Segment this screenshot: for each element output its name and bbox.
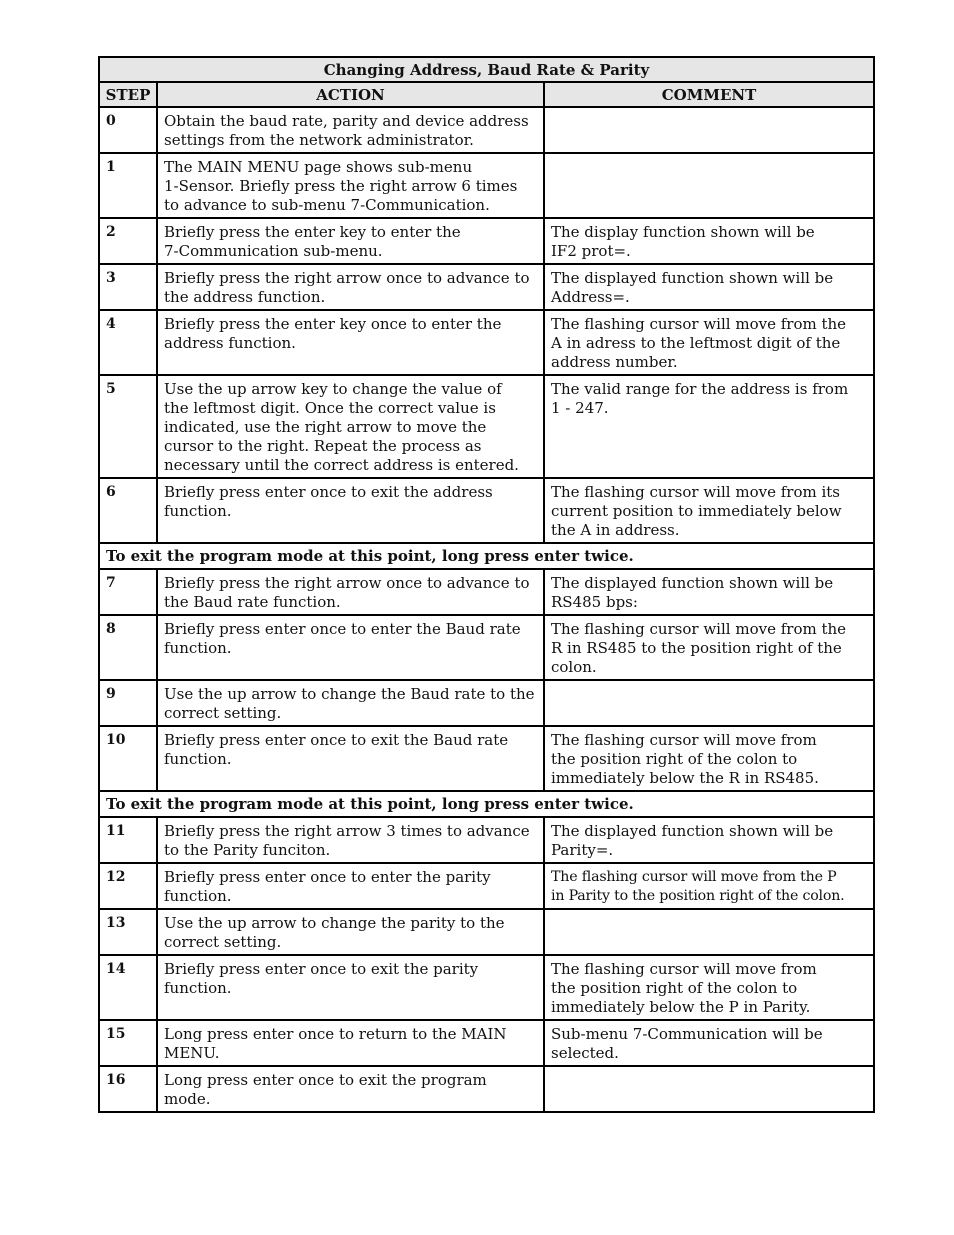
step-number: 1: [99, 153, 157, 218]
comment-text: [544, 680, 874, 726]
step-number: 0: [99, 107, 157, 153]
action-text: Use the up arrow key to change the value of the leftmost digit. Once the correct value is indicated, use the right arrow to move the cursor to the right. Repeat the process as necessary until the correct address is entered.: [157, 375, 544, 478]
step-number: 2: [99, 218, 157, 264]
header-action: ACTION: [157, 82, 544, 107]
step-number: 11: [99, 817, 157, 863]
table-row: [99, 1066, 874, 1112]
step-number: 10: [99, 726, 157, 791]
exit-note: To exit the program mode at this point, long press enter twice.: [99, 543, 874, 569]
exit-note: To exit the program mode at this point, long press enter twice.: [99, 791, 874, 817]
action-text: Briefly press enter once to exit the Baud rate function.: [157, 726, 544, 791]
action-text: Briefly press the right arrow once to advance to the Baud rate function.: [157, 569, 544, 615]
comment-text: The flashing cursor will move from the position right of the colon to immediately below the P in Parity.: [544, 955, 874, 1020]
table-row: [99, 153, 874, 218]
table-row: [99, 817, 874, 863]
comment-text: The flashing cursor will move from the position right of the colon to immediately below the R in RS485.: [544, 726, 874, 791]
step-number: 5: [99, 375, 157, 478]
comment-text: The displayed function shown will be Address=.: [544, 264, 874, 310]
action-text: Briefly press enter once to exit the parity function.: [157, 955, 544, 1020]
action-text: Briefly press the enter key once to enter the address function.: [157, 310, 544, 375]
comment-text: The valid range for the address is from 1 - 247.: [544, 375, 874, 478]
table-row: [99, 569, 874, 615]
action-text: Briefly press the enter key to enter the 7-Communication sub-menu.: [157, 218, 544, 264]
step-number: 3: [99, 264, 157, 310]
step-number: 6: [99, 478, 157, 543]
step-number: 14: [99, 955, 157, 1020]
table-row: [99, 726, 874, 791]
table-body: [99, 107, 874, 1112]
step-number: 4: [99, 310, 157, 375]
action-text: The MAIN MENU page shows sub-menu 1-Sensor. Briefly press the right arrow 6 times to advance to sub-menu 7-Communication.: [157, 153, 544, 218]
comment-text: The displayed function shown will be RS485 bps:: [544, 569, 874, 615]
action-text: Long press enter once to exit the program mode.: [157, 1066, 544, 1112]
note-row: [99, 791, 874, 817]
table-row: [99, 310, 874, 375]
action-text: Use the up arrow to change the parity to the correct setting.: [157, 909, 544, 955]
step-number: 9: [99, 680, 157, 726]
table-title: Changing Address, Baud Rate & Parity: [99, 57, 874, 82]
table-row: [99, 615, 874, 680]
action-text: Briefly press enter once to exit the address function.: [157, 478, 544, 543]
action-text: Use the up arrow to change the Baud rate to the correct setting.: [157, 680, 544, 726]
step-number: 8: [99, 615, 157, 680]
note-row: [99, 543, 874, 569]
table-title-row: [99, 57, 874, 82]
action-text: Obtain the baud rate, parity and device address settings from the network administrator.: [157, 107, 544, 153]
comment-text: The flashing cursor will move from its current position to immediately below the A in address.: [544, 478, 874, 543]
table-row: [99, 218, 874, 264]
comment-text: The display function shown will be IF2 prot=.: [544, 218, 874, 264]
header-comment: COMMENT: [544, 82, 874, 107]
action-text: Briefly press the right arrow 3 times to advance to the Parity funciton.: [157, 817, 544, 863]
comment-text: [544, 153, 874, 218]
table-row: [99, 375, 874, 478]
header-step: STEP: [99, 82, 157, 107]
step-number: 13: [99, 909, 157, 955]
table-row: [99, 107, 874, 153]
comment-text: The flashing cursor will move from the R in RS485 to the position right of the colon.: [544, 615, 874, 680]
table-row: [99, 1020, 874, 1066]
step-number: 15: [99, 1020, 157, 1066]
action-text: Long press enter once to return to the MAIN MENU.: [157, 1020, 544, 1066]
table-row: [99, 955, 874, 1020]
comment-text: The flashing cursor will move from the P in Parity to the position right of the colon.: [544, 863, 874, 909]
comment-text: [544, 107, 874, 153]
comment-text: The displayed function shown will be Parity=.: [544, 817, 874, 863]
procedure-table: [98, 56, 875, 1113]
comment-text: Sub-menu 7-Communication will be selected.: [544, 1020, 874, 1066]
table-row: [99, 478, 874, 543]
action-text: Briefly press the right arrow once to advance to the address function.: [157, 264, 544, 310]
table-row: [99, 264, 874, 310]
comment-text: [544, 909, 874, 955]
step-number: 12: [99, 863, 157, 909]
action-text: Briefly press enter once to enter the parity function.: [157, 863, 544, 909]
action-text: Briefly press enter once to enter the Baud rate function.: [157, 615, 544, 680]
step-number: 7: [99, 569, 157, 615]
comment-text: The flashing cursor will move from the A in adress to the leftmost digit of the address number.: [544, 310, 874, 375]
comment-text: [544, 1066, 874, 1112]
step-number: 16: [99, 1066, 157, 1112]
table-row: [99, 863, 874, 909]
table-row: [99, 909, 874, 955]
table-header-row: [99, 82, 874, 107]
table-row: [99, 680, 874, 726]
